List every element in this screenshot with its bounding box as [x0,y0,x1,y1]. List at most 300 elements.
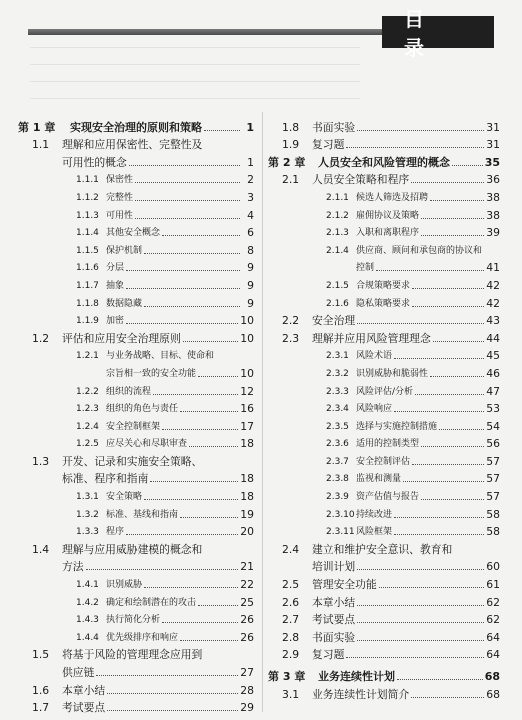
toc-entry[interactable] [18,135,254,153]
toc-leader-dots [394,411,484,412]
toc-entry-title: 合规策略要求 [356,280,411,291]
toc-entry[interactable] [268,240,500,258]
toc-entry-title: 建立和维护安全意识、教育和 [312,542,453,556]
toc-entry-number: 1.2.5 [76,439,99,450]
toc-leader-dots [144,499,238,500]
toc-entry-page: 26 [240,613,254,627]
toc-entry-number: 2.7 [282,613,300,627]
toc-entry-page: 9 [247,278,254,292]
toc-entry-number: 1.1.1 [76,175,99,186]
toc-leader-dots [357,605,484,606]
toc-leader-dots [346,657,484,658]
toc-leader-dots [107,710,238,711]
toc-leader-dots [180,640,238,641]
toc-entry-page: 57 [486,472,500,486]
toc-entry-page: 10 [240,331,254,345]
toc-entry-title: 人员安全和风险管理的概念 [318,155,450,169]
toc-entry[interactable] [268,346,500,364]
toc-chapter-entry[interactable] [268,152,500,170]
toc-entry[interactable] [268,645,500,663]
toc-entry-number: 第 1 章 [18,120,56,134]
toc-entry-title: 理解和应用保密性、完整性及 [62,138,203,152]
toc-entry-page: 27 [240,666,254,679]
toc-leader-dots [162,622,238,623]
toc-leader-dots [412,288,484,289]
toc-entry-title: 安全控制评估 [356,456,411,467]
toc-entry-page: 45 [486,349,500,363]
toc-leader-dots [357,323,484,324]
toc-entry-title: 雇佣协议及策略 [356,210,420,221]
toc-entry-title: 考试要点 [62,701,106,715]
toc-entry[interactable] [18,504,254,522]
toc-entry-title: 供应链 [62,666,95,679]
toc-entry-number: 2.3.8 [326,474,349,485]
toc-leader-dots [129,165,240,166]
toc-entry-page: 43 [486,314,500,328]
toc-entry-title: 理解与应用威胁建模的概念和 [62,542,203,556]
toc-entry[interactable] [18,627,254,645]
header-rule [28,29,386,35]
toc-chapter-entry[interactable] [268,666,500,684]
toc-entry[interactable] [268,504,500,522]
toc-entry-number: 2.1.3 [326,228,349,239]
toc-entry-title: 风险框架 [356,527,393,538]
toc-entry-title: 候选人筛选及招聘 [356,192,429,203]
toc-entry-title: 方法 [62,560,84,574]
toc-entry-title: 开发、记录和实施安全策略、 [62,454,203,468]
toc-entry-page: 29 [240,701,254,715]
toc-entry-page: 20 [240,525,254,539]
toc-entry-number: 1.3.2 [76,509,99,520]
toc-entry[interactable] [18,381,254,399]
toc-entry[interactable] [18,539,254,557]
toc-entry[interactable] [268,170,500,188]
toc-leader-dots [189,446,238,447]
toc-entry-number: 1.1.8 [76,298,99,309]
toc-entry[interactable] [18,399,254,417]
toc-entry-title: 标准、程序和指南 [62,472,149,486]
toc-leader-dots [394,517,484,518]
toc-leader-dots [162,429,238,430]
toc-entry[interactable] [268,592,500,610]
toc-entry-page: 16 [240,402,254,416]
toc-entry-number: 2.3.5 [326,421,349,432]
toc-leader-dots [421,235,484,236]
toc-leader-dots [198,376,238,377]
toc-entry-page: 18 [240,490,254,504]
toc-entry[interactable] [268,610,500,628]
toc-leader-dots [126,288,240,289]
toc-entry-page: 12 [240,384,254,398]
toc-entry-number: 2.1 [282,173,300,187]
toc-entry-number: 1.1.3 [76,210,99,221]
toc-entry[interactable] [268,486,500,504]
toc-entry-page: 38 [486,208,500,222]
toc-entry[interactable] [18,469,254,487]
toc-entry[interactable] [268,416,500,434]
toc-entry-page: 31 [486,138,500,152]
toc-entry[interactable] [268,135,500,153]
toc-entry-number: 2.3 [282,331,300,345]
toc-entry-title: 识别威胁 [106,580,143,591]
toc-entry-number: 1.2.4 [76,421,99,432]
toc-entry-title: 宗旨相一致的安全功能 [106,368,197,379]
toc-entry-title: 执行简化分析 [106,615,161,626]
toc-entry[interactable] [18,610,254,628]
toc-entry[interactable] [268,684,500,702]
toc-entry[interactable] [18,363,254,381]
toc-leader-dots [357,622,484,623]
toc-entry-page: 57 [486,454,500,468]
toc-entry-title: 入职和离职程序 [356,228,420,239]
toc-leader-dots [126,323,238,324]
toc-entry[interactable] [268,363,500,381]
toc-entry-number: 2.1.1 [326,192,349,203]
toc-entry-number: 1.4.4 [76,632,99,643]
toc-entry-title: 优先级排序和响应 [106,632,179,643]
toc-leader-dots [183,341,238,342]
toc-entry-number: 1.1.7 [76,280,99,291]
toc-leader-dots [126,270,240,271]
toc-entry-title: 监视和测量 [356,474,402,485]
toc-entry-page: 3 [247,190,254,204]
toc-leader-dots [204,130,240,131]
toc-entry-number: 1.8 [282,120,300,134]
toc-chapter-entry[interactable] [18,117,254,135]
toc-leader-dots [180,411,238,412]
toc-entry-page: 58 [486,507,500,521]
toc-entry-title: 加密 [106,316,125,327]
toc-entry[interactable] [18,434,254,452]
toc-entry-page: 25 [240,595,254,609]
toc-entry-page: 2 [247,173,254,187]
toc-entry[interactable] [268,381,500,399]
toc-entry-title: 数据隐藏 [106,298,143,309]
toc-leader-dots [421,218,484,219]
toc-leader-dots [144,587,238,588]
toc-entry-title: 与业务战略、目标、使命和 [106,351,215,362]
toc-entry[interactable] [268,117,500,135]
toc-entry-page: 60 [486,560,500,574]
toc-leader-dots [153,394,238,395]
toc-entry-title: 理解并应用风险管理理念 [312,331,431,345]
toc-entry-title: 安全控制框架 [106,421,161,432]
toc-entry[interactable] [18,451,254,469]
toc-entry[interactable] [18,275,254,293]
toc-entry[interactable] [18,680,254,698]
toc-entry-number: 1.1.9 [76,316,99,327]
toc-entry[interactable] [268,311,500,329]
toc-entry[interactable] [268,187,500,205]
toc-entry-page: 62 [486,613,500,627]
toc-entry-number: 2.3.2 [326,368,349,379]
toc-leader-dots [180,517,238,518]
toc-entry[interactable] [18,592,254,610]
toc-leader-dots [86,569,239,570]
toc-entry[interactable] [18,486,254,504]
toc-leader-dots [135,200,240,201]
toc-entry-title: 选择与实施控制措施 [356,421,438,432]
toc-entry-number: 2.3.11 [326,527,355,538]
toc-entry[interactable] [268,539,500,557]
toc-entry-page: 4 [247,208,254,222]
toc-entry-title: 保密性 [106,175,134,186]
toc-entry[interactable] [18,416,254,434]
toc-entry[interactable] [18,152,254,170]
toc-entry[interactable] [18,223,254,241]
toc-entry-number: 2.9 [282,648,300,662]
toc-entry-title: 保护机制 [106,245,143,256]
toc-entry-number: 2.3.1 [326,351,349,362]
toc-entry-title: 业务连续性计划 [318,670,395,683]
toc-entry-number: 1.5 [32,648,50,662]
toc-entry-title: 复习题 [312,138,345,152]
toc-leader-dots [379,587,484,588]
toc-leader-dots [144,253,240,254]
toc-entry-number: 1.2.1 [76,351,99,362]
toc-entry[interactable] [268,469,500,487]
toc-entry-number: 2.3.3 [326,386,349,397]
toc-entry-page: 1 [246,120,254,134]
toc-entry-title: 风险响应 [356,404,393,415]
toc-entry-page: 22 [240,578,254,592]
toc-entry-page: 58 [486,525,500,539]
toc-entry[interactable] [18,346,254,364]
toc-leader-dots [421,446,484,447]
toc-entry-number: 1.4.3 [76,615,99,626]
toc-leader-dots [357,640,484,641]
toc-entry-page: 41 [486,261,500,275]
toc-entry-title: 本章小结 [312,595,356,609]
toc-entry[interactable] [268,275,500,293]
toc-entry-title: 分层 [106,263,125,274]
toc-leader-dots [433,341,484,342]
toc-entry[interactable] [268,205,500,223]
toc-entry-number: 2.3.6 [326,439,349,450]
toc-entry[interactable] [268,399,500,417]
toc-entry-title: 可用性的概念 [62,155,127,169]
toc-entry-title: 将基于风险的管理理念应用到 [62,648,203,662]
toc-entry-title: 培训计划 [312,560,356,574]
toc-leader-dots [394,358,484,359]
toc-entry-page: 10 [240,314,254,328]
toc-entry-title: 程序 [106,527,125,538]
toc-entry-title: 持续改进 [356,509,393,520]
toc-entry-title: 书面实验 [312,630,356,644]
toc-entry[interactable] [18,205,254,223]
toc-left-column [18,117,254,715]
toc-entry-page: 21 [240,560,254,574]
column-divider [262,112,263,712]
toc-entry-title: 标准、基线和指南 [106,509,179,520]
toc-entry-number: 1.7 [32,701,50,715]
toc-entry[interactable] [268,293,500,311]
toc-leader-dots [357,130,484,131]
toc-entry-number: 1.4.2 [76,597,99,608]
toc-entry[interactable] [18,328,254,346]
toc-entry-number: 2.3.10 [326,509,355,520]
toc-leader-dots [412,306,484,307]
toc-entry-page: 38 [486,190,500,204]
toc-entry-page: 26 [240,630,254,644]
toc-entry-number: 1.3 [32,454,50,468]
toc-entry-page: 54 [486,419,500,433]
toc-entry[interactable] [268,223,500,241]
toc-entry-number: 2.1.4 [326,245,349,256]
toc-entry-page: 8 [247,243,254,257]
toc-entry-number: 1.2.3 [76,404,99,415]
toc-leader-dots [421,499,484,500]
toc-entry-title: 考试要点 [312,613,356,627]
toc-entry-number: 第 3 章 [268,670,306,683]
toc-entry-page: 35 [484,155,500,169]
toc-leader-dots [357,569,484,570]
toc-entry-title: 业务连续性计划简介 [312,687,410,701]
toc-entry-title: 适用的控制类型 [356,439,420,450]
toc-entry-title: 抽象 [106,280,125,291]
toc-entry-number: 1.2.2 [76,386,99,397]
toc-entry-page: 56 [486,437,500,451]
toc-entry[interactable] [268,434,500,452]
toc-leader-dots [135,182,240,183]
toc-leader-dots [107,693,238,694]
toc-entry-number: 2.3.9 [326,492,349,503]
toc-entry-page: 18 [240,472,254,486]
toc-entry-title: 安全治理 [312,314,356,328]
toc-entry-page: 46 [486,366,500,380]
toc-entry-title: 复习题 [312,648,345,662]
toc-leader-dots [394,534,484,535]
toc-entry-page: 64 [486,630,500,644]
toc-entry-page: 64 [486,648,500,662]
toc-leader-dots [162,235,240,236]
toc-right-column [268,117,500,702]
toc-entry-page: 19 [240,507,254,521]
toc-entry-number: 1.4.1 [76,580,99,591]
toc-entry-number: 2.6 [282,595,300,609]
toc-entry[interactable] [268,522,500,540]
toc-leader-dots [452,165,483,166]
toc-leader-dots [144,306,240,307]
toc-entry-number: 2.1.2 [326,210,349,221]
toc-entry[interactable] [268,627,500,645]
toc-entry-page: 10 [240,366,254,380]
toc-entry[interactable] [18,258,254,276]
toc-entry-number: 1.3.1 [76,492,99,503]
toc-entry[interactable] [18,645,254,663]
toc-entry-page: 62 [486,595,500,609]
toc-entry-title: 书面实验 [312,120,356,134]
toc-entry[interactable] [268,328,500,346]
toc-entry[interactable] [18,662,254,680]
toc-entry[interactable] [18,170,254,188]
toc-leader-dots [411,182,484,183]
toc-entry-page: 17 [240,419,254,433]
toc-entry-number: 2.8 [282,630,300,644]
toc-entry-number: 1.2 [32,331,50,345]
toc-entry-title: 资产估值与报告 [356,492,420,503]
toc-entry-title: 实现安全治理的原则和策略 [70,120,202,134]
toc-entry-title: 评估和应用安全治理原则 [62,331,181,345]
toc-entry-title: 完整性 [106,192,134,203]
toc-entry[interactable] [18,557,254,575]
toc-entry-number: 1.1.5 [76,245,99,256]
toc-entry[interactable] [268,258,500,276]
toc-leader-dots [403,481,484,482]
toc-entry-number: 第 2 章 [268,155,306,169]
toc-entry[interactable] [18,574,254,592]
toc-entry[interactable] [18,240,254,258]
toc-entry[interactable] [268,557,500,575]
toc-entry-number: 1.4 [32,542,50,556]
toc-entry[interactable] [18,698,254,716]
toc-entry-page: 61 [486,578,500,592]
toc-entry-number: 2.3.4 [326,404,349,415]
toc-entry-title: 供应商、顾问和承包商的协议和 [356,245,483,256]
toc-leader-dots [415,394,484,395]
toc-entry-page: 53 [486,402,500,416]
toc-entry-title: 可用性 [106,210,134,221]
toc-leader-dots [346,147,484,148]
toc-entry-title: 其他安全概念 [106,228,161,239]
toc-entry[interactable] [18,187,254,205]
toc-leader-dots [411,697,484,698]
toc-entry-page: 9 [247,296,254,310]
toc-entry-page: 31 [486,120,500,134]
toc-entry-number: 1.1.4 [76,228,99,239]
toc-entry-title: 隐私策略要求 [356,298,411,309]
toc-entry-number: 2.2 [282,314,300,328]
toc-leader-dots [430,200,484,201]
toc-entry-number: 1.9 [282,138,300,152]
toc-entry-page: 6 [247,226,254,240]
toc-leader-dots [150,481,238,482]
page-title: 目 录 [382,16,494,48]
toc-entry[interactable] [18,522,254,540]
toc-entry-page: 9 [247,261,254,275]
toc-entry[interactable] [18,311,254,329]
toc-entry-page: 42 [486,296,500,310]
toc-entry-title: 风险术语 [356,351,393,362]
toc-entry[interactable] [268,451,500,469]
toc-entry-number: 1.3.3 [76,527,99,538]
toc-entry-page: 28 [240,683,254,697]
toc-leader-dots [376,270,484,271]
toc-entry-number: 1.1 [32,138,50,152]
toc-entry-title: 组织的流程 [106,386,152,397]
toc-entry[interactable] [268,574,500,592]
toc-entry-page: 1 [247,155,254,169]
toc-leader-dots [96,675,238,676]
toc-entry-title: 安全策略 [106,492,143,503]
toc-entry-number: 2.1.5 [326,280,349,291]
toc-entry-title: 组织的角色与责任 [106,404,179,415]
toc-entry-title: 应尽关心和尽职审查 [106,439,188,450]
toc-entry-page: 18 [240,437,254,451]
toc-leader-dots [126,534,238,535]
toc-entry-title: 风险评估/分析 [356,386,414,397]
toc-leader-dots [439,429,484,430]
toc-entry-page: 68 [486,687,500,701]
toc-leader-dots [135,218,240,219]
toc-entry-page: 44 [486,331,500,345]
toc-entry-number: 2.5 [282,578,300,592]
toc-leader-dots [397,679,483,680]
toc-entry[interactable] [18,293,254,311]
toc-entry-title: 识别威胁和脆弱性 [356,368,429,379]
toc-entry-title: 控制 [356,263,375,274]
toc-entry-number: 2.4 [282,542,300,556]
